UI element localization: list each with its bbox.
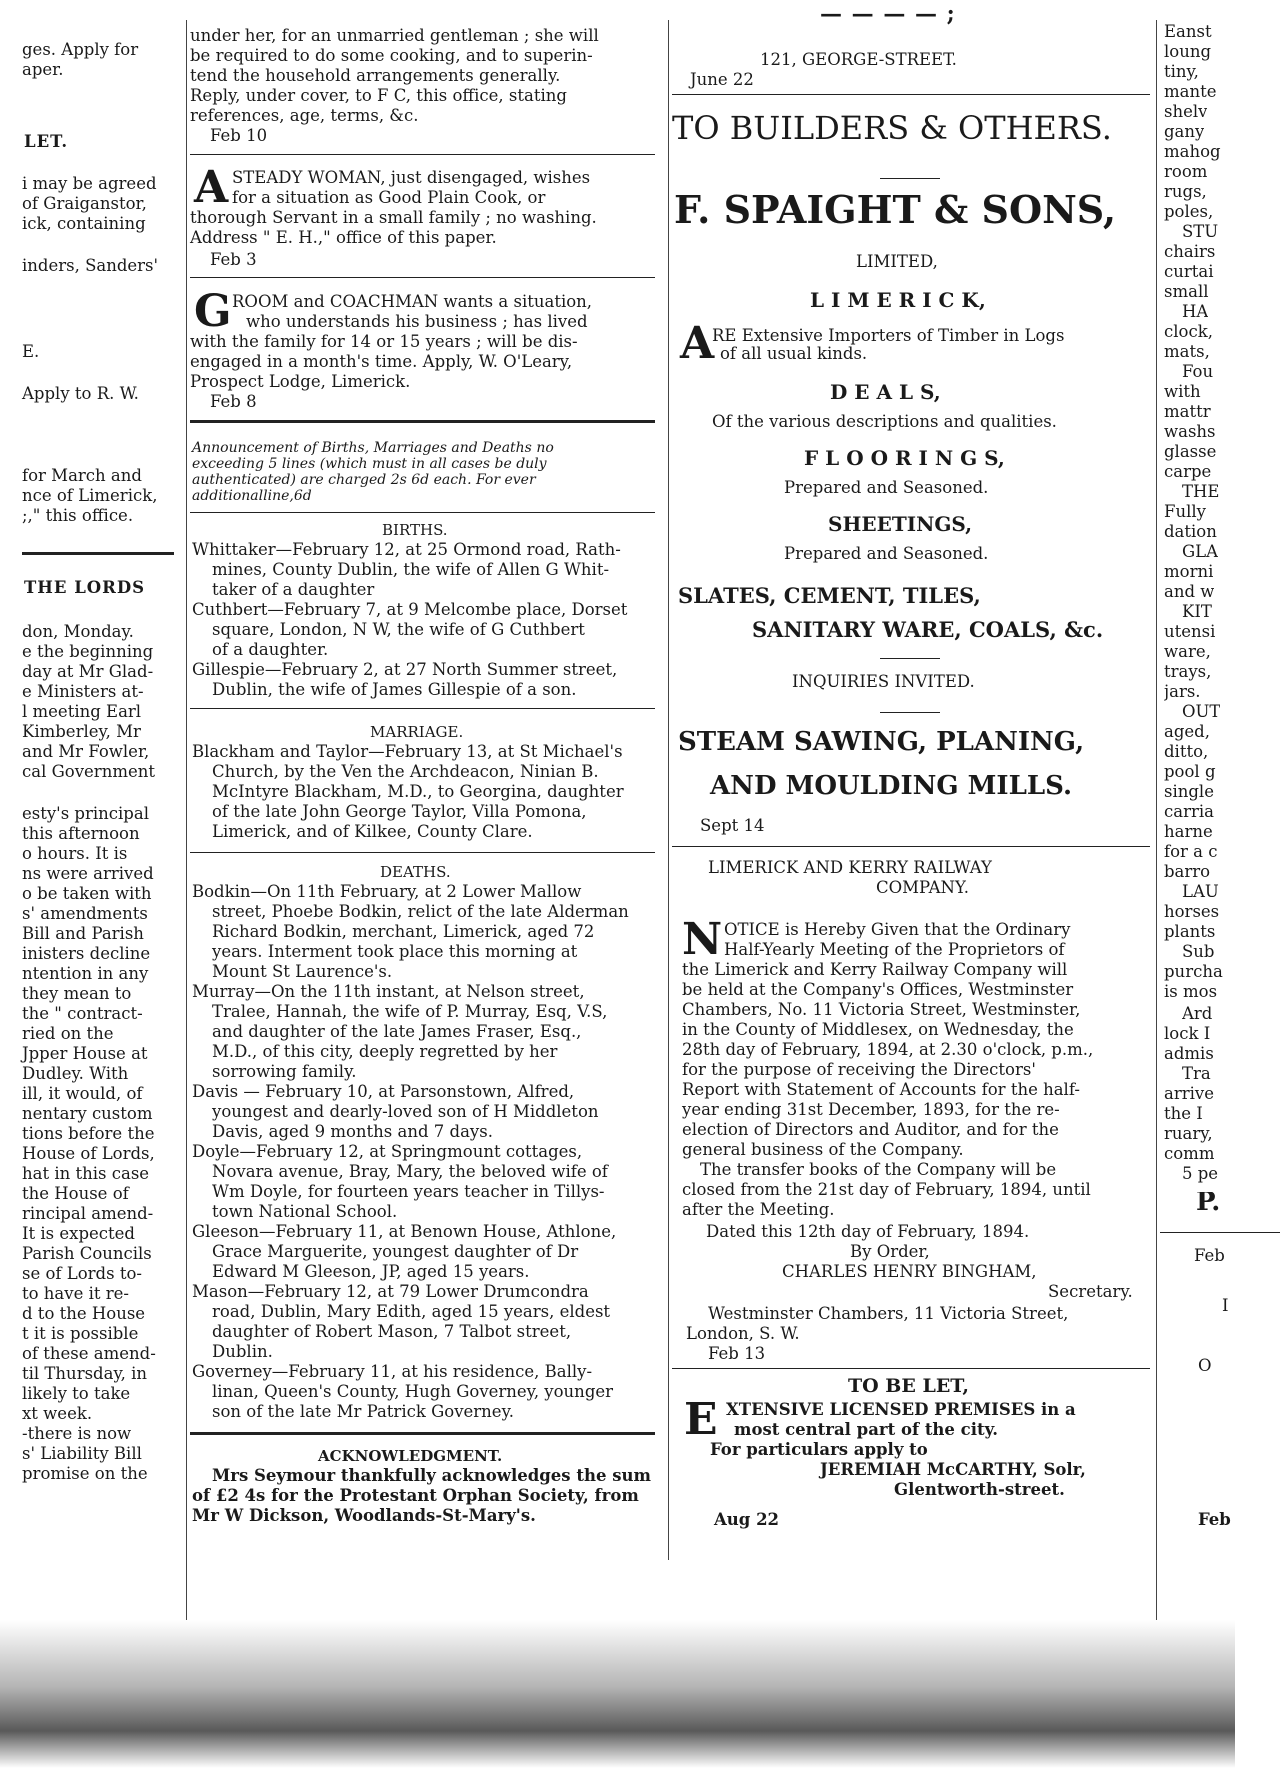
text-line: aper. xyxy=(22,60,64,79)
text-line: Secretary. xyxy=(1048,1282,1133,1301)
text-line: Dated this 12th day of February, 1894. xyxy=(706,1222,1030,1241)
text-line: RE Extensive Importers of Timber in Logs xyxy=(712,326,1065,345)
text-line: mante xyxy=(1164,82,1217,101)
text-line: Announcement of Births, Marriages and Deaths no xyxy=(192,440,554,456)
text-line: Apply to R. W. xyxy=(22,384,139,403)
text-line: e Ministers at- xyxy=(22,682,144,701)
text-line: THE LORDS xyxy=(24,578,146,597)
text-line: street, Phoebe Bodkin, relict of the late Alderman xyxy=(212,902,629,921)
text-line: E. xyxy=(22,342,40,361)
drop-cap: A xyxy=(194,162,229,213)
text-line: general business of the Company. xyxy=(682,1140,964,1159)
text-line: with the family for 14 or 15 years ; will be dis- xyxy=(190,332,578,351)
text-line: ware, xyxy=(1164,642,1211,661)
text-line: Parish Councils xyxy=(22,1244,152,1263)
text-line: Aug 22 xyxy=(714,1510,780,1529)
text-line: XTENSIVE LICENSED PREMISES in a xyxy=(726,1400,1076,1419)
text-line: LIMITED, xyxy=(856,252,938,271)
text-line: Jpper House at xyxy=(22,1044,148,1063)
text-line: likely to take xyxy=(22,1384,131,1403)
divider xyxy=(880,178,940,179)
text-line: mines, County Dublin, the wife of Allen G Whit- xyxy=(212,560,610,579)
text-line: BIRTHS. xyxy=(382,521,448,539)
text-line: curtai xyxy=(1164,262,1214,281)
text-line: glasse xyxy=(1164,442,1217,461)
text-line: the " contract- xyxy=(22,1004,143,1023)
text-line: Richard Bodkin, merchant, Limerick, aged 72 xyxy=(212,922,595,941)
text-line: dation xyxy=(1164,522,1217,541)
text-line: M.D., of this city, deeply regretted by her xyxy=(212,1042,558,1061)
text-line: Report with Statement of Accounts for the half- xyxy=(682,1080,1080,1099)
divider xyxy=(190,420,655,423)
text-line: rincipal amend- xyxy=(22,1204,154,1223)
text-line: For particulars apply to xyxy=(710,1440,928,1459)
text-line: don, Monday. xyxy=(22,622,134,641)
text-line: son of the late Mr Patrick Governey. xyxy=(212,1402,514,1421)
text-line: the Limerick and Kerry Railway Company will xyxy=(682,960,1068,979)
divider xyxy=(190,277,655,278)
text-line: LIMERICK AND KERRY RAILWAY xyxy=(708,858,992,877)
text-line: Edward M Gleeson, JP, aged 15 years. xyxy=(212,1262,530,1281)
text-line: mats, xyxy=(1164,342,1210,361)
text-line: Eanst xyxy=(1164,22,1212,41)
text-line: hat in this case xyxy=(22,1164,150,1183)
text-line: O xyxy=(1198,1356,1212,1375)
text-line: nce of Limerick, xyxy=(22,486,158,505)
text-line: Grace Marguerite, youngest daughter of Dr xyxy=(212,1242,579,1261)
text-line: SANITARY WARE, COALS, &c. xyxy=(752,617,1104,642)
text-line: under her, for an unmarried gentleman ; she will xyxy=(190,26,599,45)
text-line: HA xyxy=(1182,302,1209,321)
text-line: OUT xyxy=(1182,702,1221,721)
text-line: references, age, terms, &c. xyxy=(190,106,419,125)
text-line: ditto, xyxy=(1164,742,1209,761)
text-line: l meeting Earl xyxy=(22,702,142,721)
text-line: Gleeson—February 11, at Benown House, Athlone, xyxy=(192,1222,617,1241)
text-line: L I M E R I C K, xyxy=(810,288,986,312)
text-line: Half-Yearly Meeting of the Proprietors of xyxy=(724,940,1065,959)
text-line: Feb 8 xyxy=(210,392,257,411)
divider xyxy=(22,552,174,555)
text-line: d to the House xyxy=(22,1304,146,1323)
text-line: GLA xyxy=(1182,542,1219,561)
text-line: s' amendments xyxy=(22,904,148,923)
text-line: years. Interment took place this morning at xyxy=(212,942,578,961)
text-line: closed from the 21st day of February, 1894, until xyxy=(682,1180,1091,1199)
column-rule xyxy=(668,20,669,1560)
text-line: o hours. It is xyxy=(22,844,128,863)
text-line: town National School. xyxy=(212,1202,398,1221)
text-line: clock, xyxy=(1164,322,1213,341)
text-line: Reply, under cover, to F C, this office, stating xyxy=(190,86,567,105)
text-line: youngest and dearly-loved son of H Middleton xyxy=(212,1102,599,1121)
divider xyxy=(190,852,655,853)
text-line: Blackham and Taylor—February 13, at St Michael's xyxy=(192,742,623,761)
text-line: ried on the xyxy=(22,1024,114,1043)
text-line: ges. Apply for xyxy=(22,40,139,59)
text-line: Governey—February 11, at his residence, Bally- xyxy=(192,1362,593,1381)
text-line: Of the various descriptions and qualities. xyxy=(712,412,1057,431)
text-line: who understands his business ; has lived xyxy=(246,312,588,331)
text-line: washs xyxy=(1164,422,1216,441)
text-line: Davis, aged 9 months and 7 days. xyxy=(212,1122,493,1141)
text-line: road, Dublin, Mary Edith, aged 15 years, eldest xyxy=(212,1302,611,1321)
text-line: Wm Doyle, for fourteen years teacher in Tillys- xyxy=(212,1182,605,1201)
text-line: STEADY WOMAN, just disengaged, wishes xyxy=(232,168,591,187)
text-line: Feb 3 xyxy=(210,250,257,269)
text-line: Feb xyxy=(1198,1510,1231,1529)
text-line: 121, GEORGE-STREET. xyxy=(760,50,957,69)
text-line: additionalline,6d xyxy=(192,488,312,504)
text-line: STEAM SAWING, PLANING, xyxy=(678,727,1085,757)
divider xyxy=(190,1432,655,1435)
partial-masthead: — — — — ; xyxy=(820,1,956,27)
text-line: with xyxy=(1164,382,1201,401)
text-line: Sub xyxy=(1182,942,1215,961)
text-line: F. SPAIGHT & SONS, xyxy=(674,187,1117,232)
text-line: chairs xyxy=(1164,242,1216,261)
text-line: Chambers, No. 11 Victoria Street, Westminster, xyxy=(682,1000,1081,1019)
text-line: ruary, xyxy=(1164,1124,1213,1143)
text-line: ;," this office. xyxy=(22,506,134,525)
text-line: most central part of the city. xyxy=(734,1420,999,1439)
text-line: s' Liability Bill xyxy=(22,1444,142,1463)
divider xyxy=(672,1368,1150,1369)
text-line: of these amend- xyxy=(22,1344,156,1363)
text-line: ACKNOWLEDGMENT. xyxy=(318,1447,503,1465)
column-rule xyxy=(186,20,187,1620)
text-line: authenticated) are charged 2s 6d each. For ever xyxy=(192,472,536,488)
text-line: Mason—February 12, at 79 Lower Drumcondra xyxy=(192,1282,589,1301)
text-line: TO BE LET, xyxy=(848,1375,969,1397)
scan-margin xyxy=(1235,1620,1280,1768)
text-line: thorough Servant in a small family ; no washing. xyxy=(190,208,597,227)
text-line: Prepared and Seasoned. xyxy=(784,544,989,563)
text-line: ick, containing xyxy=(22,214,146,233)
text-line: 5 pe xyxy=(1182,1164,1219,1183)
text-line: cal Government xyxy=(22,762,155,781)
text-line: and Mr Fowler, xyxy=(22,742,150,761)
text-line: se of Lords to- xyxy=(22,1264,142,1283)
text-line: promise on the xyxy=(22,1464,148,1483)
text-line: t it is possible xyxy=(22,1324,139,1343)
drop-cap: G xyxy=(194,286,232,337)
text-line: House of Lords, xyxy=(22,1144,155,1163)
text-line: STU xyxy=(1182,222,1219,241)
text-line: comm xyxy=(1164,1144,1215,1163)
text-line: P. xyxy=(1196,1192,1221,1212)
text-line: Tralee, Hannah, the wife of P. Murray, Esq, V.S, xyxy=(212,1002,608,1021)
text-line: TO BUILDERS & OTHERS. xyxy=(672,109,1112,147)
text-line: ns were arrived xyxy=(22,864,154,883)
text-line: London, S. W. xyxy=(686,1324,800,1343)
text-line: be required to do some cooking, and to superin- xyxy=(190,46,593,65)
text-line: aged, xyxy=(1164,722,1210,741)
text-line: Davis — February 10, at Parsonstown, Alfred, xyxy=(192,1082,575,1101)
text-line: I xyxy=(1222,1296,1229,1315)
divider xyxy=(190,154,655,155)
text-line: carria xyxy=(1164,802,1214,821)
text-line: for the purpose of receiving the Directors' xyxy=(682,1060,1036,1079)
text-line: carpe xyxy=(1164,462,1212,481)
divider xyxy=(1160,1232,1280,1233)
drop-cap: A xyxy=(680,318,715,369)
text-line: Mrs Seymour thankfully acknowledges the sum xyxy=(212,1466,651,1485)
text-line: they mean to xyxy=(22,984,132,1003)
text-line: esty's principal xyxy=(22,804,149,823)
text-line: lock I xyxy=(1164,1024,1211,1043)
text-line: arrive xyxy=(1164,1084,1214,1103)
text-line: June 22 xyxy=(690,70,754,89)
text-line: ill, it would, of xyxy=(22,1084,143,1103)
text-line: barro xyxy=(1164,862,1211,881)
divider xyxy=(672,846,1150,847)
text-line: THE xyxy=(1182,482,1220,501)
text-line: and daughter of the late James Fraser, Esq., xyxy=(212,1022,582,1041)
text-line: McIntyre Blackham, M.D., to Georgina, daughter xyxy=(212,782,624,801)
text-line: Fou xyxy=(1182,362,1214,381)
text-line: admis xyxy=(1164,1044,1214,1063)
text-line: Kimberley, Mr xyxy=(22,722,141,741)
text-line: The transfer books of the Company will be xyxy=(700,1160,1057,1179)
divider xyxy=(672,94,1150,95)
text-line: Dublin, the wife of James Gillespie of a son. xyxy=(212,680,577,699)
text-line: Ard xyxy=(1182,1004,1213,1023)
text-line: e the beginning xyxy=(22,642,154,661)
text-line: election of Directors and Auditor, and for the xyxy=(682,1120,1059,1139)
text-line: Murray—On the 11th instant, at Nelson street, xyxy=(192,982,585,1001)
text-line: -there is now xyxy=(22,1424,132,1443)
text-line: ROOM and COACHMAN wants a situation, xyxy=(232,292,593,311)
text-line: jars. xyxy=(1164,682,1201,701)
text-line: tiny, xyxy=(1164,62,1199,81)
text-line: tions before the xyxy=(22,1124,155,1143)
text-line: i may be agreed xyxy=(22,174,157,193)
text-line: Whittaker—February 12, at 25 Ormond road, Rath- xyxy=(192,540,621,559)
text-line: after the Meeting. xyxy=(682,1200,835,1219)
text-line: taker of a daughter xyxy=(212,580,375,599)
text-line: the House of xyxy=(22,1184,129,1203)
text-line: room xyxy=(1164,162,1208,181)
text-line: utensi xyxy=(1164,622,1216,641)
text-line: Tra xyxy=(1182,1064,1211,1083)
text-line: ntention in any xyxy=(22,964,149,983)
text-line: for a situation as Good Plain Cook, or xyxy=(232,188,546,207)
text-line: til Thursday, in xyxy=(22,1364,147,1383)
text-line: DEATHS. xyxy=(380,863,451,881)
text-line: Sept 14 xyxy=(700,816,765,835)
text-line: rugs, xyxy=(1164,182,1207,201)
text-line: the I xyxy=(1164,1104,1203,1123)
text-line: year ending 31st December, 1893, for the re- xyxy=(682,1100,1060,1119)
text-line: linan, Queen's County, Hugh Governey, younger xyxy=(212,1382,614,1401)
text-line: Fully xyxy=(1164,502,1206,521)
text-line: o be taken with xyxy=(22,884,152,903)
text-line: SHEETINGS, xyxy=(828,512,973,536)
text-line: harne xyxy=(1164,822,1213,841)
text-line: loung xyxy=(1164,42,1212,61)
text-line: to have it re- xyxy=(22,1284,129,1303)
text-line: of all usual kinds. xyxy=(720,344,868,363)
text-line: Dudley. With xyxy=(22,1064,129,1083)
text-line: COMPANY. xyxy=(876,878,969,897)
text-line: 28th day of February, 1894, at 2.30 o'clock, p.m., xyxy=(682,1040,1094,1059)
text-line: horses xyxy=(1164,902,1220,921)
text-line: for a c xyxy=(1164,842,1218,861)
text-line: poles, xyxy=(1164,202,1214,221)
text-line: single xyxy=(1164,782,1214,801)
text-line: mattr xyxy=(1164,402,1211,421)
text-line: Dublin. xyxy=(212,1342,273,1361)
text-line: SLATES, CEMENT, TILES, xyxy=(678,583,981,608)
text-line: inders, Sanders' xyxy=(22,256,159,275)
text-line: Feb 10 xyxy=(210,126,268,145)
text-line: INQUIRIES INVITED. xyxy=(792,672,975,691)
text-line: Bill and Parish xyxy=(22,924,144,943)
text-line: LET. xyxy=(24,132,69,151)
divider xyxy=(190,708,655,709)
divider xyxy=(190,512,655,513)
text-line: shelv xyxy=(1164,102,1208,121)
text-line: square, London, N W, the wife of G Cuthbert xyxy=(212,620,585,639)
text-line: inisters decline xyxy=(22,944,151,963)
text-line: this afternoon xyxy=(22,824,140,843)
text-line: Westminster Chambers, 11 Victoria Street, xyxy=(708,1304,1069,1323)
text-line: OTICE is Hereby Given that the Ordinary xyxy=(724,920,1071,939)
text-line: morni xyxy=(1164,562,1214,581)
text-line: It is expected xyxy=(22,1224,135,1243)
text-line: Feb 13 xyxy=(708,1344,766,1363)
text-line: of a daughter. xyxy=(212,640,329,659)
text-line: MARRIAGE. xyxy=(370,723,464,741)
text-line: Limerick, and of Kilkee, County Clare. xyxy=(212,822,533,841)
text-line: small xyxy=(1164,282,1209,301)
text-line: Novara avenue, Bray, Mary, the beloved wife of xyxy=(212,1162,608,1181)
text-line: and w xyxy=(1164,582,1215,601)
text-line: plants xyxy=(1164,922,1216,941)
text-line: of £2 4s for the Protestant Orphan Society, from xyxy=(192,1486,639,1505)
text-line: in the County of Middlesex, on Wednesday, the xyxy=(682,1020,1074,1039)
text-line: By Order, xyxy=(850,1242,930,1261)
text-line: pool g xyxy=(1164,762,1216,781)
text-line: F L O O R I N G S, xyxy=(804,446,1005,470)
text-line: mahog xyxy=(1164,142,1221,161)
text-line: daughter of Robert Mason, 7 Talbot street, xyxy=(212,1322,572,1341)
text-line: of the late John George Taylor, Villa Pomona, xyxy=(212,802,587,821)
text-line: Bodkin—On 11th February, at 2 Lower Mallow xyxy=(192,882,582,901)
text-line: Gillespie—February 2, at 27 North Summer street, xyxy=(192,660,618,679)
drop-cap: N xyxy=(682,914,723,965)
text-line: AND MOULDING MILLS. xyxy=(710,771,1073,801)
text-line: xt week. xyxy=(22,1404,93,1423)
text-line: engaged in a month's time. Apply, W. O'Leary, xyxy=(190,352,573,371)
text-line: Mount St Laurence's. xyxy=(212,962,393,981)
text-line: Feb xyxy=(1194,1246,1225,1265)
text-line: Glentworth-street. xyxy=(894,1480,1065,1499)
text-line: Address " E. H.," office of this paper. xyxy=(190,228,497,247)
divider xyxy=(880,658,940,659)
text-line: of Graiganstor, xyxy=(22,194,147,213)
text-line: day at Mr Glad- xyxy=(22,662,154,681)
text-line: Prepared and Seasoned. xyxy=(784,478,989,497)
text-line: JEREMIAH McCARTHY, Solr, xyxy=(820,1460,1086,1479)
text-line: tend the household arrangements generally. xyxy=(190,66,561,85)
column-rule xyxy=(1156,20,1157,1620)
text-line: be held at the Company's Offices, Westminster xyxy=(682,980,1074,999)
text-line: purcha xyxy=(1164,962,1223,981)
text-line: Mr W Dickson, Woodlands-St-Mary's. xyxy=(192,1506,536,1525)
text-line: nentary custom xyxy=(22,1104,153,1123)
text-line: gany xyxy=(1164,122,1205,141)
text-line: Prospect Lodge, Limerick. xyxy=(190,372,411,391)
text-line: for March and xyxy=(22,466,142,485)
text-line: LAU xyxy=(1182,882,1219,901)
text-line: KIT xyxy=(1182,602,1212,621)
text-line: trays, xyxy=(1164,662,1212,681)
text-line: Cuthbert—February 7, at 9 Melcombe place, Dorset xyxy=(192,600,628,619)
text-line: D E A L S, xyxy=(830,380,941,404)
text-line: is mos xyxy=(1164,982,1218,1001)
text-line: exceeding 5 lines (which must in all cases be duly xyxy=(192,456,547,472)
text-line: CHARLES HENRY BINGHAM, xyxy=(782,1262,1037,1281)
text-line: sorrowing family. xyxy=(212,1062,357,1081)
text-line: Church, by the Ven the Archdeacon, Ninian B. xyxy=(212,762,599,781)
text-line: Doyle—February 12, at Springmount cottages, xyxy=(192,1142,583,1161)
drop-cap: E xyxy=(684,1394,718,1445)
divider xyxy=(880,712,940,713)
scan-shadow xyxy=(0,1620,1280,1768)
